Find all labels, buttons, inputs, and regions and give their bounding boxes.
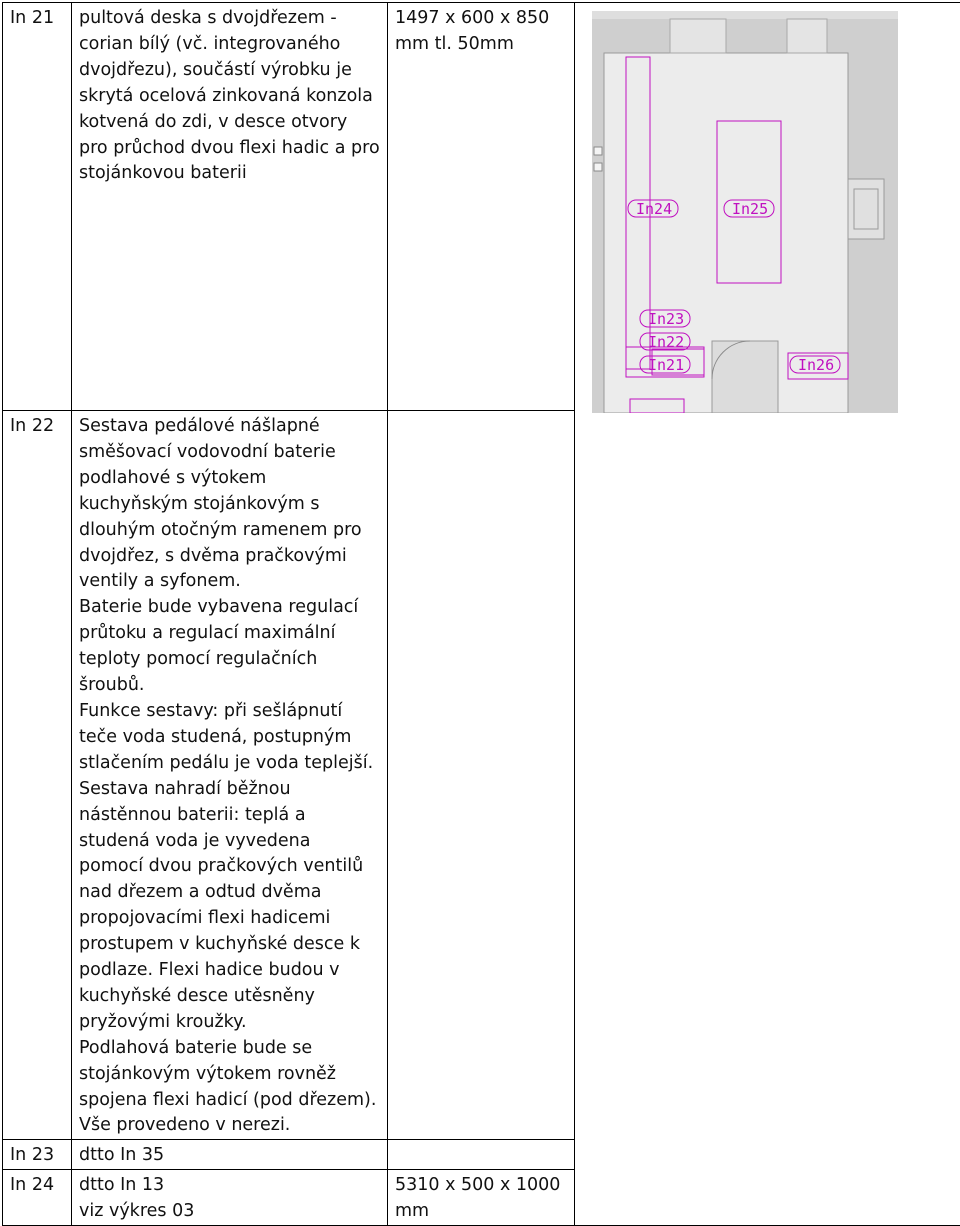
item-description: dtto In 35 — [72, 1140, 388, 1170]
specification-table — [2, 2, 960, 1226]
plan-label-in26: In26 — [798, 356, 834, 374]
item-dimensions — [388, 1140, 575, 1170]
item-code: In 24 — [3, 1170, 72, 1226]
item-code: In 22 — [3, 411, 72, 1140]
item-description: pultová deska s dvojdřezem - corian bílý (vč. integrovaného dvojdřezu), součástí výrobku je skrytá ocelová zinkovaná konzola kotvená do zdi, v desce otvory pro průchod dvou flexi hadic a pro stojánkovou baterii — [72, 3, 388, 411]
plan-cell — [575, 3, 960, 1226]
plan-label-in24: In24 — [636, 200, 672, 218]
plan-label-in21: In21 — [648, 356, 684, 374]
item-description: Sestava pedálové nášlapné směšovací vodovodní baterie podlahové s výtokem kuchyňským stojánkovým s dlouhým otočným ramenem pro dvojdřez, s dvěma pračkovými ventily a syfonem. Baterie bude vybavena regulací průtoku a regulací maximální teploty pomocí regulačních šroubů. Funkce sestavy: při sešlápnutí teče voda studená, postupným stlačením pedálu je voda teplejší. Sestava nahradí běžnou nástěnnou baterii: teplá a studená voda je vyvedena pomocí dvou pračkových ventilů nad dřezem a odtud dvěma propojovacími flexi hadicemi prostupem v kuchyňské desce k podlaze. Flexi hadice budou v kuchyňské desce utěsněny pryžovými kroužky. Podlahová baterie bude se stojánkovým výtokem rovněž spojena flexi hadicí (pod dřezem). Vše provedeno v nerezi. — [72, 411, 388, 1140]
floor-plan-drawing — [592, 11, 898, 413]
plan-label-in22: In22 — [648, 333, 684, 351]
item-description: dtto In 13 viz výkres 03 — [72, 1170, 388, 1226]
item-code: In 21 — [3, 3, 72, 411]
plan-label-in23: In23 — [648, 310, 684, 328]
table-row — [3, 3, 960, 411]
item-dimensions — [388, 411, 575, 1140]
item-dimensions: 1497 x 600 x 850 mm tl. 50mm — [388, 3, 575, 411]
plan-label-in25: In25 — [732, 200, 768, 218]
item-dimensions: 5310 x 500 x 1000 mm — [388, 1170, 575, 1226]
item-code: In 23 — [3, 1140, 72, 1170]
